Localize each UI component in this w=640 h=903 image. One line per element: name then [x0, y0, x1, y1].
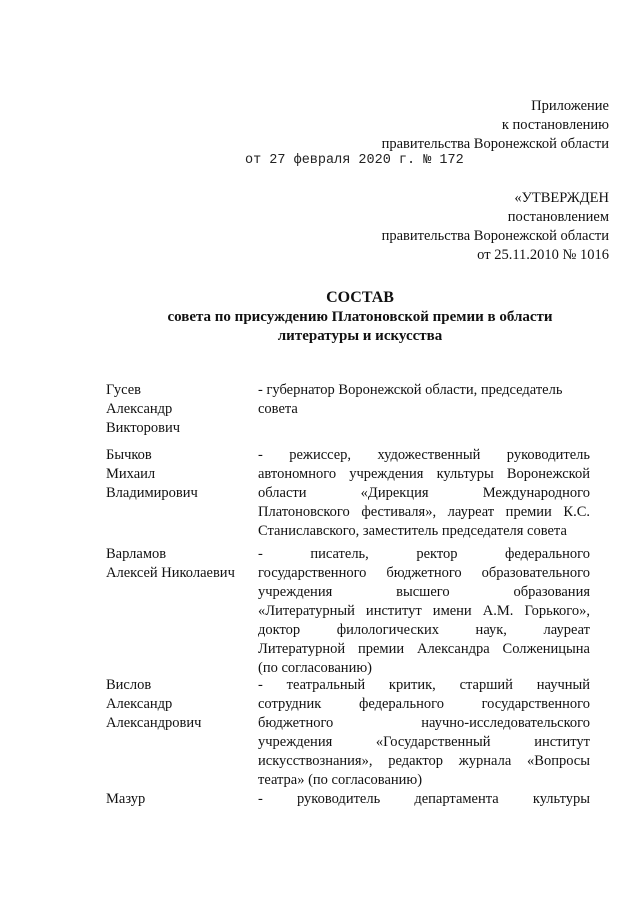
name-line: Александрович: [106, 715, 202, 731]
member-name: [106, 676, 256, 733]
member-role: [258, 545, 590, 678]
role-line: сотрудник федерального государственного: [258, 696, 590, 712]
role-line: учреждения «Государственный институт: [258, 734, 590, 750]
role-line: Платоновского фестиваля», лауреат премии К.С.: [258, 504, 590, 520]
appendix-line: к постановлению: [501, 117, 609, 133]
role-line: учреждения высшего образования: [258, 584, 590, 600]
document-title: [100, 288, 620, 346]
name-line: Варламов: [106, 546, 167, 562]
role-line: области «Дирекция Международного: [258, 485, 590, 501]
member-name: [106, 790, 256, 809]
approved-line: постановлением: [507, 209, 609, 225]
member-role: [258, 676, 590, 790]
role-line: - руководитель департамента культуры: [258, 791, 590, 807]
role-line: доктор филологических наук, лауреат: [258, 622, 590, 638]
role-line: - театральный критик, старший научный: [258, 677, 590, 693]
role-line: автономного учреждения культуры Воронежской: [258, 466, 590, 482]
role-line: совета: [258, 401, 298, 417]
role-line: (по согласованию): [258, 660, 372, 676]
appendix-line: Приложение: [531, 98, 609, 114]
role-line: - режиссер, художественный руководитель: [258, 447, 590, 463]
role-line: искусствознания», редактор журнала «Вопросы: [258, 753, 590, 769]
member-role: [258, 790, 590, 809]
member-name: [106, 446, 256, 503]
member-role: [258, 381, 590, 419]
title-sub-line: совета по присуждению Платоновской премии в области: [167, 309, 553, 325]
name-line: Александр: [106, 401, 173, 417]
role-line: театра» (по согласованию): [258, 772, 423, 788]
title-sub-line: литературы и искусства: [277, 328, 443, 344]
name-line: Владимирович: [106, 485, 198, 501]
name-line: Бычков: [106, 447, 152, 463]
approved-line: от 25.11.2010 № 1016: [477, 247, 609, 263]
member-name: [106, 545, 256, 583]
name-line: Алексей Николаевич: [106, 565, 235, 581]
role-line: бюджетного научно-исследовательского: [258, 715, 590, 731]
name-line: Гусев: [106, 382, 141, 398]
approved-line: «УТВЕРЖДЕН: [514, 190, 609, 206]
role-line: - губернатор Воронежской области, председатель: [258, 382, 563, 398]
name-line: Вислов: [106, 677, 152, 693]
role-line: - писатель, ректор федерального: [258, 546, 590, 562]
name-line: Михаил: [106, 466, 156, 482]
name-line: Александр: [106, 696, 173, 712]
decree-date-stamp: от 27 февраля 2020 г. № 172: [245, 153, 464, 168]
title-main: СОСТАВ: [326, 289, 394, 306]
role-line: Литературной премии Александра Солженицына: [258, 641, 590, 657]
role-line: Станиславского, заместитель председателя совета: [258, 523, 567, 539]
approved-line: правительства Воронежской области: [381, 228, 609, 244]
member-role: [258, 446, 590, 541]
member-name: [106, 381, 256, 438]
appendix-header: [229, 97, 609, 154]
approved-block: [229, 189, 609, 265]
name-line: Викторович: [106, 420, 181, 436]
role-line: государственного бюджетного образовательного: [258, 565, 590, 581]
name-line: Мазур: [106, 791, 146, 807]
appendix-line: правительства Воронежской области: [381, 136, 609, 152]
role-line: «Литературный институт имени А.М. Горького»,: [258, 603, 590, 619]
